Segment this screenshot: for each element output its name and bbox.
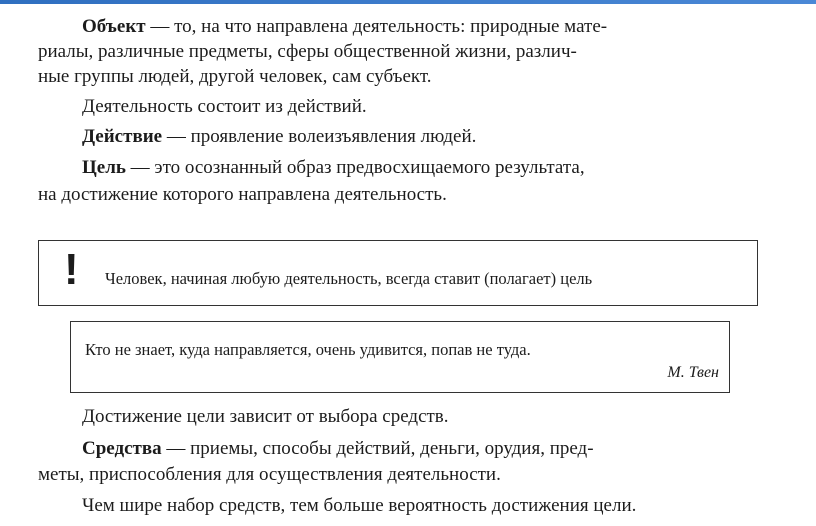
term-action: Действие: [82, 126, 163, 147]
callout-text: Человек, начиная любую деятельность, всегда ставит (полагает) цель: [105, 269, 593, 288]
object-definition-text: — то, на что направлена деятельность: природные мате-: [145, 16, 608, 37]
term-means: Средства: [82, 438, 162, 459]
term-goal: Цель: [82, 157, 126, 178]
object-definition-line1: [82, 14, 607, 39]
means-definition-text: — приемы, способы действий, деньги, орудия, пред-: [161, 438, 594, 459]
goal-definition-line2: на достижение которого направлена деятельность.: [38, 184, 447, 205]
goal-definition-text: — это осознанный образ предвосхищаемого результата,: [125, 157, 585, 178]
object-definition-line3: ные группы людей, другой человек, сам субъект.: [38, 66, 432, 87]
achievement-statement: Достижение цели зависит от выбора средств.: [82, 406, 449, 427]
top-accent-bar: [0, 0, 816, 4]
means-definition-line1: [82, 436, 594, 461]
callout-box: [38, 240, 758, 306]
activity-statement: Деятельность состоит из действий.: [82, 96, 367, 117]
quote-text: Кто не знает, куда направляется, очень удивится, попав не туда.: [85, 340, 531, 359]
action-definition-text: — проявление волеизъявления людей.: [162, 126, 477, 147]
goal-definition-line1: [82, 155, 585, 180]
quote-box: [70, 321, 730, 393]
object-definition-line2: риалы, различные предметы, сферы общественной жизни, различ-: [38, 41, 577, 62]
wider-means-statement: Чем шире набор средств, тем больше вероятность достижения цели.: [82, 495, 637, 516]
quote-author: М. Твен: [667, 364, 719, 381]
action-definition: [82, 124, 476, 149]
means-definition-line2: меты, приспособления для осуществления деятельности.: [38, 464, 501, 485]
term-object: Объект: [82, 16, 146, 37]
exclamation-icon: !: [64, 245, 79, 294]
